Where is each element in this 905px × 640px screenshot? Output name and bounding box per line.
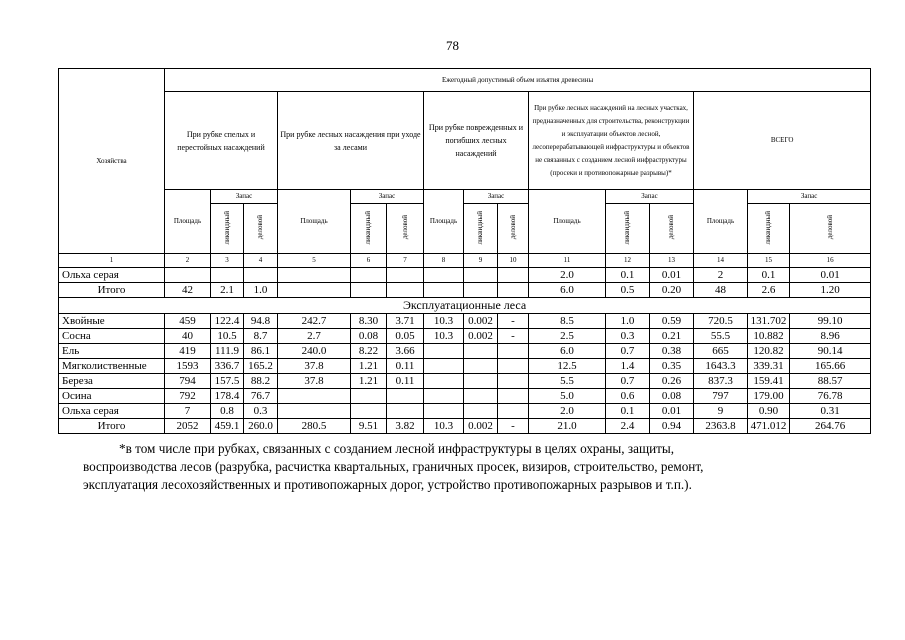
table-cell: 178.4 xyxy=(211,389,244,404)
header-area: Площадь xyxy=(694,190,748,254)
table-row xyxy=(59,283,871,298)
table-cell xyxy=(498,404,529,419)
table-cell: 2.1 xyxy=(211,283,244,298)
row-label: Ольха серая xyxy=(59,404,165,419)
table-cell: 2363.8 xyxy=(694,419,748,434)
table-cell xyxy=(278,283,351,298)
table-cell: 8.7 xyxy=(244,329,278,344)
table-cell xyxy=(498,359,529,374)
table-cell: 21.0 xyxy=(529,419,606,434)
row-label: Ель xyxy=(59,344,165,359)
table-row xyxy=(59,419,871,434)
table-cell: 0.11 xyxy=(387,374,424,389)
table-cell: 2.0 xyxy=(529,404,606,419)
timber-harvest-table xyxy=(58,68,871,434)
header-annual-volume: Ежегодный допустимый объем изъятия древесины xyxy=(165,69,871,92)
table-cell: 260.0 xyxy=(244,419,278,434)
table-cell: 2052 xyxy=(165,419,211,434)
table-cell: 0.6 xyxy=(606,389,650,404)
row-label: Береза xyxy=(59,374,165,389)
table-cell xyxy=(278,389,351,404)
table-cell xyxy=(424,404,464,419)
table-cell: 0.002 xyxy=(464,329,498,344)
table-cell: 3.66 xyxy=(387,344,424,359)
table-cell: 0.7 xyxy=(606,344,650,359)
header-business: деловой xyxy=(256,215,264,240)
table-cell: 2.4 xyxy=(606,419,650,434)
footnote-line: эксплуатация лесохозяйственных и противопожарных дорог, устройство противопожарных разрывов и т.п.). xyxy=(83,477,692,492)
table-cell xyxy=(278,404,351,419)
table-cell: 12.5 xyxy=(529,359,606,374)
row-label: Хвойные xyxy=(59,314,165,329)
table-cell: 99.10 xyxy=(790,314,871,329)
table-cell: 459.1 xyxy=(211,419,244,434)
table-row xyxy=(59,314,871,329)
table-cell: 6.0 xyxy=(529,283,606,298)
table-cell xyxy=(424,344,464,359)
table-cell xyxy=(351,404,387,419)
table-cell: 0.7 xyxy=(606,374,650,389)
table-cell: 0.01 xyxy=(650,268,694,283)
table-cell: 0.1 xyxy=(606,404,650,419)
header-business: деловой xyxy=(825,215,834,240)
header-mature-felling: При рубке спелых и перестойных насаждений xyxy=(165,92,278,190)
table-cell: 0.11 xyxy=(387,359,424,374)
column-number: 14 xyxy=(694,254,748,268)
table-cell: 122.4 xyxy=(211,314,244,329)
row-label: Ольха серая xyxy=(59,268,165,283)
table-cell: 6.0 xyxy=(529,344,606,359)
table-cell: 1.21 xyxy=(351,359,387,374)
header-liquid: ликвидный xyxy=(222,210,231,245)
table-cell: 165.2 xyxy=(244,359,278,374)
table-cell: 9 xyxy=(694,404,748,419)
table-cell xyxy=(424,283,464,298)
table-cell xyxy=(244,268,278,283)
column-number: 5 xyxy=(278,254,351,268)
header-area: Площадь xyxy=(529,190,606,254)
header-business: деловой xyxy=(508,215,517,240)
table-cell xyxy=(424,268,464,283)
table-cell xyxy=(464,389,498,404)
table-cell: 55.5 xyxy=(694,329,748,344)
page-number: 78 xyxy=(446,38,459,53)
table-cell: 8.22 xyxy=(351,344,387,359)
table-cell: 792 xyxy=(165,389,211,404)
header-stock: Запас xyxy=(464,190,529,204)
table-cell xyxy=(424,359,464,374)
table-cell: 8.30 xyxy=(351,314,387,329)
table-cell xyxy=(387,389,424,404)
header-business-cell xyxy=(650,204,694,254)
column-number: 11 xyxy=(529,254,606,268)
header-liquid-cell xyxy=(351,204,387,254)
table-row xyxy=(59,359,871,374)
table-cell: 0.002 xyxy=(464,314,498,329)
table-cell: 8.96 xyxy=(790,329,871,344)
table-cell xyxy=(464,283,498,298)
table-cell: 0.1 xyxy=(748,268,790,283)
column-number: 16 xyxy=(790,254,871,268)
table-cell: 37.8 xyxy=(278,374,351,389)
table-cell: 0.8 xyxy=(211,404,244,419)
section-title: Эксплуатационные леса xyxy=(59,298,871,314)
table-cell: 94.8 xyxy=(244,314,278,329)
table-cell: - xyxy=(498,314,529,329)
table-cell xyxy=(498,268,529,283)
header-damaged-felling: При рубке поврежденных и погибших лесных насаждений xyxy=(424,92,529,190)
table-cell xyxy=(464,404,498,419)
header-stock: Запас xyxy=(606,190,694,204)
table-cell: 0.38 xyxy=(650,344,694,359)
table-cell: 0.5 xyxy=(606,283,650,298)
column-number: 12 xyxy=(606,254,650,268)
header-infrastructure-felling: При рубке лесных насаждений на лесных участках, предназначенных для строительства, реконструкции и эксплуатации объектов лесной, лесоперерабатывающей инфраструктуры и объектов не связанных с созданием лесной инфраструктуры (просеки и противопожарные разрывы)* xyxy=(529,92,694,190)
table-cell xyxy=(387,283,424,298)
row-label: Осина xyxy=(59,389,165,404)
header-business-cell xyxy=(498,204,529,254)
table-cell: 0.90 xyxy=(748,404,790,419)
table-cell: 0.01 xyxy=(790,268,871,283)
row-label: Сосна xyxy=(59,329,165,344)
column-number: 6 xyxy=(351,254,387,268)
table-row xyxy=(59,389,871,404)
table-cell: 131.702 xyxy=(748,314,790,329)
table-cell: 42 xyxy=(165,283,211,298)
column-number: 2 xyxy=(165,254,211,268)
header-liquid: ликвидный xyxy=(764,210,772,245)
header-business-cell xyxy=(790,204,871,254)
table-cell: - xyxy=(498,329,529,344)
header-liquid: ликвидный xyxy=(364,210,372,245)
table-cell: 0.26 xyxy=(650,374,694,389)
table-cell xyxy=(498,344,529,359)
table-cell: 9.51 xyxy=(351,419,387,434)
header-liquid: ликвидный xyxy=(623,210,631,245)
table-cell: 165.66 xyxy=(790,359,871,374)
table-cell: 0.08 xyxy=(351,329,387,344)
column-number: 15 xyxy=(748,254,790,268)
column-number: 4 xyxy=(244,254,278,268)
table-cell: 120.82 xyxy=(748,344,790,359)
table-row xyxy=(59,404,871,419)
column-number: 10 xyxy=(498,254,529,268)
table-cell: 8.5 xyxy=(529,314,606,329)
table-cell xyxy=(351,389,387,404)
table-cell: 3.71 xyxy=(387,314,424,329)
table-cell: 0.21 xyxy=(650,329,694,344)
header-total: ВСЕГО xyxy=(694,92,871,190)
table-cell: 0.35 xyxy=(650,359,694,374)
row-label: Мягколиственные xyxy=(59,359,165,374)
table-cell: 339.31 xyxy=(748,359,790,374)
table-cell: 90.14 xyxy=(790,344,871,359)
table-cell: - xyxy=(498,419,529,434)
table-cell: 419 xyxy=(165,344,211,359)
table-cell: 2.7 xyxy=(278,329,351,344)
header-business: деловой xyxy=(667,215,675,240)
table-cell: 40 xyxy=(165,329,211,344)
row-label: Итого xyxy=(59,283,165,298)
table-cell: 0.31 xyxy=(790,404,871,419)
table-cell xyxy=(498,374,529,389)
table-cell: 5.0 xyxy=(529,389,606,404)
table-cell: 336.7 xyxy=(211,359,244,374)
header-liquid-cell xyxy=(606,204,650,254)
table-cell: 0.002 xyxy=(464,419,498,434)
table-cell: 7 xyxy=(165,404,211,419)
table-cell: 1.0 xyxy=(244,283,278,298)
table-cell: 5.5 xyxy=(529,374,606,389)
table-cell: 0.1 xyxy=(606,268,650,283)
table-cell: 471.012 xyxy=(748,419,790,434)
table-cell: 797 xyxy=(694,389,748,404)
table-cell xyxy=(278,268,351,283)
table-cell: 10.5 xyxy=(211,329,244,344)
table-row xyxy=(59,329,871,344)
column-number: 8 xyxy=(424,254,464,268)
header-liquid-cell xyxy=(464,204,498,254)
header-stock: Запас xyxy=(748,190,871,204)
table-cell xyxy=(498,283,529,298)
table-cell: 2.5 xyxy=(529,329,606,344)
table-cell: 837.3 xyxy=(694,374,748,389)
table-cell: 2.6 xyxy=(748,283,790,298)
table-cell: 76.78 xyxy=(790,389,871,404)
section-row xyxy=(59,298,871,314)
column-number: 13 xyxy=(650,254,694,268)
row-label: Итого xyxy=(59,419,165,434)
column-number: 1 xyxy=(59,254,165,268)
table-cell: 1.4 xyxy=(606,359,650,374)
table-cell: 1.0 xyxy=(606,314,650,329)
table-cell: 1643.3 xyxy=(694,359,748,374)
table-cell xyxy=(498,389,529,404)
table-cell: 10.882 xyxy=(748,329,790,344)
table-cell: 264.76 xyxy=(790,419,871,434)
table-row xyxy=(59,374,871,389)
table-cell: 88.57 xyxy=(790,374,871,389)
table-cell: 10.3 xyxy=(424,419,464,434)
column-number: 7 xyxy=(387,254,424,268)
header-stock: Запас xyxy=(351,190,424,204)
table-cell: 157.5 xyxy=(211,374,244,389)
header-stock: Запас xyxy=(211,190,278,204)
table-cell: 0.59 xyxy=(650,314,694,329)
table-cell xyxy=(387,404,424,419)
table-cell xyxy=(387,268,424,283)
table-cell: 10.3 xyxy=(424,314,464,329)
table-cell: 10.3 xyxy=(424,329,464,344)
table-cell: 0.01 xyxy=(650,404,694,419)
table-cell: 0.05 xyxy=(387,329,424,344)
table-cell: 0.08 xyxy=(650,389,694,404)
table-cell xyxy=(464,344,498,359)
footnote-line: воспроизводства лесов (разрубка, расчистка квартальных, граничных просек, визиров, строительство, ремонт, xyxy=(83,459,704,474)
table-cell: 459 xyxy=(165,314,211,329)
table-cell xyxy=(424,389,464,404)
table-cell: 0.20 xyxy=(650,283,694,298)
table-row xyxy=(59,344,871,359)
table-cell: 0.94 xyxy=(650,419,694,434)
header-area: Площадь xyxy=(165,190,211,254)
footnote-line: *в том числе при рубках, связанных с созданием лесной инфраструктуры в целях охраны, защиты, xyxy=(119,441,675,456)
table-cell: 794 xyxy=(165,374,211,389)
table-cell: 88.2 xyxy=(244,374,278,389)
table-cell xyxy=(165,268,211,283)
header-area: Площадь xyxy=(278,190,351,254)
table-cell: 280.5 xyxy=(278,419,351,434)
table-row xyxy=(59,268,871,283)
table-cell: 665 xyxy=(694,344,748,359)
table-cell: 1593 xyxy=(165,359,211,374)
header-business-cell xyxy=(244,204,278,254)
table-cell: 2 xyxy=(694,268,748,283)
header-liquid: ликвидный xyxy=(476,210,484,245)
header-care-felling: При рубке лесных насаждения при уходе за лесами xyxy=(278,92,424,190)
table-cell xyxy=(424,374,464,389)
table-cell: 179.00 xyxy=(748,389,790,404)
table-cell: 48 xyxy=(694,283,748,298)
header-business: деловой xyxy=(400,215,409,240)
table-cell: 1.21 xyxy=(351,374,387,389)
table-cell: 720.5 xyxy=(694,314,748,329)
table-cell: 159.41 xyxy=(748,374,790,389)
column-number-row xyxy=(59,254,871,268)
table-cell: 0.3 xyxy=(606,329,650,344)
table-cell xyxy=(351,283,387,298)
header-liquid-cell xyxy=(748,204,790,254)
table-cell: 3.82 xyxy=(387,419,424,434)
header-area: Площадь xyxy=(424,190,464,254)
column-number: 9 xyxy=(464,254,498,268)
table-cell: 111.9 xyxy=(211,344,244,359)
table-cell: 0.3 xyxy=(244,404,278,419)
table-cell xyxy=(464,374,498,389)
header-liquid-cell xyxy=(211,204,244,254)
table-cell: 240.0 xyxy=(278,344,351,359)
table-cell: 37.8 xyxy=(278,359,351,374)
table-cell: 2.0 xyxy=(529,268,606,283)
table-cell xyxy=(211,268,244,283)
column-number: 3 xyxy=(211,254,244,268)
table-cell xyxy=(464,268,498,283)
header-business-cell xyxy=(387,204,424,254)
table-cell: 86.1 xyxy=(244,344,278,359)
header-farms: Хозяйства xyxy=(59,69,165,254)
table-cell: 76.7 xyxy=(244,389,278,404)
table-cell xyxy=(464,359,498,374)
table-cell: 1.20 xyxy=(790,283,871,298)
table-cell: 242.7 xyxy=(278,314,351,329)
table-cell xyxy=(351,268,387,283)
footnote xyxy=(83,440,843,494)
